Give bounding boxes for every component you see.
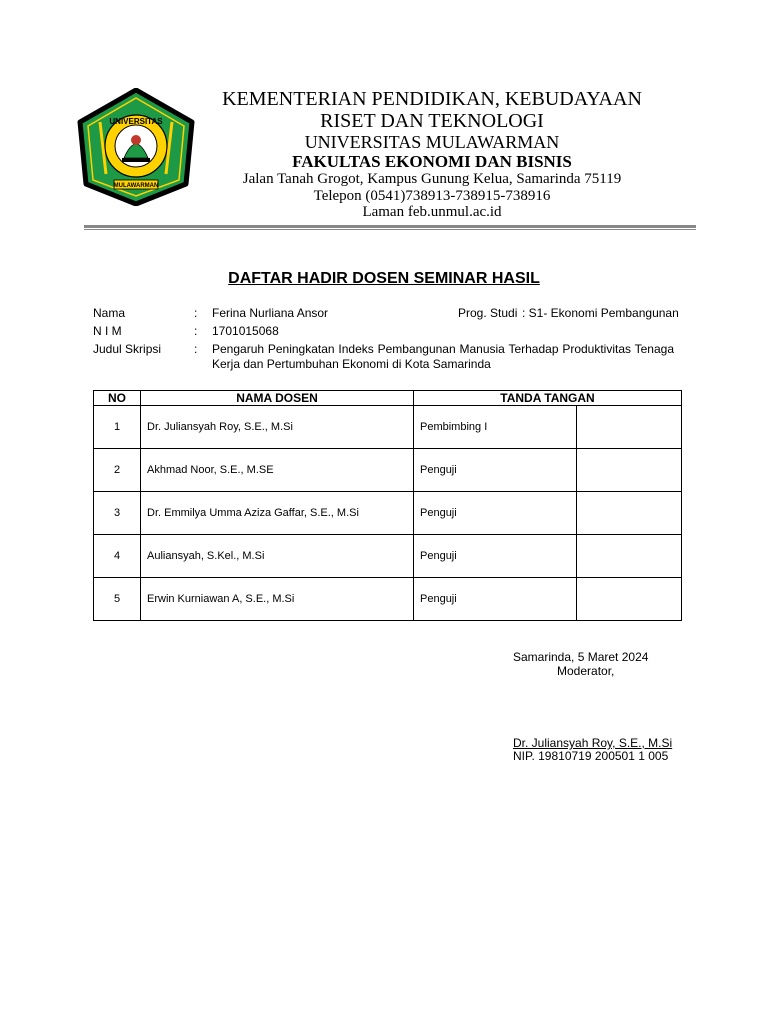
row-peran: Penguji [414,535,577,578]
document-title: DAFTAR HADIR DOSEN SEMINAR HASIL [228,270,540,287]
prodi-value: : S1- Ekonomi Pembangunan [522,306,679,320]
signature-cell[interactable] [577,492,682,535]
signature-cell[interactable] [577,535,682,578]
letterhead-ministry-line1: KEMENTERIAN PENDIDIKAN, KEBUDAYAAN [222,88,642,110]
table-row [94,492,682,535]
row-peran: Penguji [414,492,577,535]
judul-label: Judul Skripsi [93,342,162,356]
header-tanda-tangan: TANDA TANGAN [414,391,682,406]
row-nama-dosen: Auliansyah, S.Kel., M.Si [141,535,414,578]
university-logo [74,88,198,206]
table-row [94,535,682,578]
row-peran: Penguji [414,578,577,621]
row-no: 2 [94,449,141,492]
nama-value: Ferina Nurliana Ansor [212,306,329,320]
letterhead-rule [84,225,696,228]
prodi-label: Prog. Studi [458,306,518,320]
header-no: NO [94,391,141,406]
row-nama-dosen: Dr. Emmilya Umma Aziza Gaffar, S.E., M.Si [141,492,414,535]
moderator-label: Moderator, [557,664,615,678]
row-nama-dosen: Akhmad Noor, S.E., M.SE [141,449,414,492]
letterhead-address: Jalan Tanah Grogot, Kampus Gunung Kelua, Samarinda 75119 [242,171,622,187]
letterhead-website: Laman feb.unmul.ac.id [362,204,502,220]
row-nama-dosen: Erwin Kurniawan A, S.E., M.Si [141,578,414,621]
moderator-name: Dr. Juliansyah Roy, S.E., M.Si [513,736,673,750]
table-row [94,449,682,492]
nim-colon: : [194,324,198,338]
nama-colon: : [194,306,198,320]
row-nama-dosen: Dr. Juliansyah Roy, S.E., M.Si [141,406,414,449]
signature-cell[interactable] [577,449,682,492]
row-no: 3 [94,492,141,535]
signature-cell[interactable] [577,406,682,449]
attendance-table [93,390,682,621]
row-peran: Pembimbing I [414,406,577,449]
header-nama-dosen: NAMA DOSEN [141,391,414,406]
svg-text:UNIVERSITAS: UNIVERSITAS [109,117,163,126]
letterhead-rule-thin [84,229,696,230]
letterhead-ministry-line2: RISET DAN TEKNOLOGI [320,110,544,132]
signature-cell[interactable] [577,578,682,621]
nim-label: N I M [93,324,122,338]
table-row [94,406,682,449]
row-peran: Penguji [414,449,577,492]
row-no: 5 [94,578,141,621]
judul-value: Pengaruh Peningkatan Indeks Pembangunan Manusia Terhadap Produktivitas Tenaga Kerja dan Pertumbuhan Ekonomi di Kota Samarinda [212,342,674,371]
letterhead-phone: Telepon (0541)738913-738915-738916 [313,188,551,204]
nim-value: 1701015068 [212,324,279,338]
nama-label: Nama [93,306,126,320]
table-row [94,578,682,621]
row-no: 4 [94,535,141,578]
svg-text:MULAWARMAN: MULAWARMAN [113,183,159,189]
letterhead-faculty: FAKULTAS EKONOMI DAN BISNIS [292,152,572,171]
letterhead-university: UNIVERSITAS MULAWARMAN [304,132,560,152]
place-date: Samarinda, 5 Maret 2024 [513,650,649,664]
moderator-nip: NIP. 19810719 200501 1 005 [513,749,669,763]
judul-colon: : [194,342,198,356]
row-no: 1 [94,406,141,449]
table-header-row [94,391,682,406]
